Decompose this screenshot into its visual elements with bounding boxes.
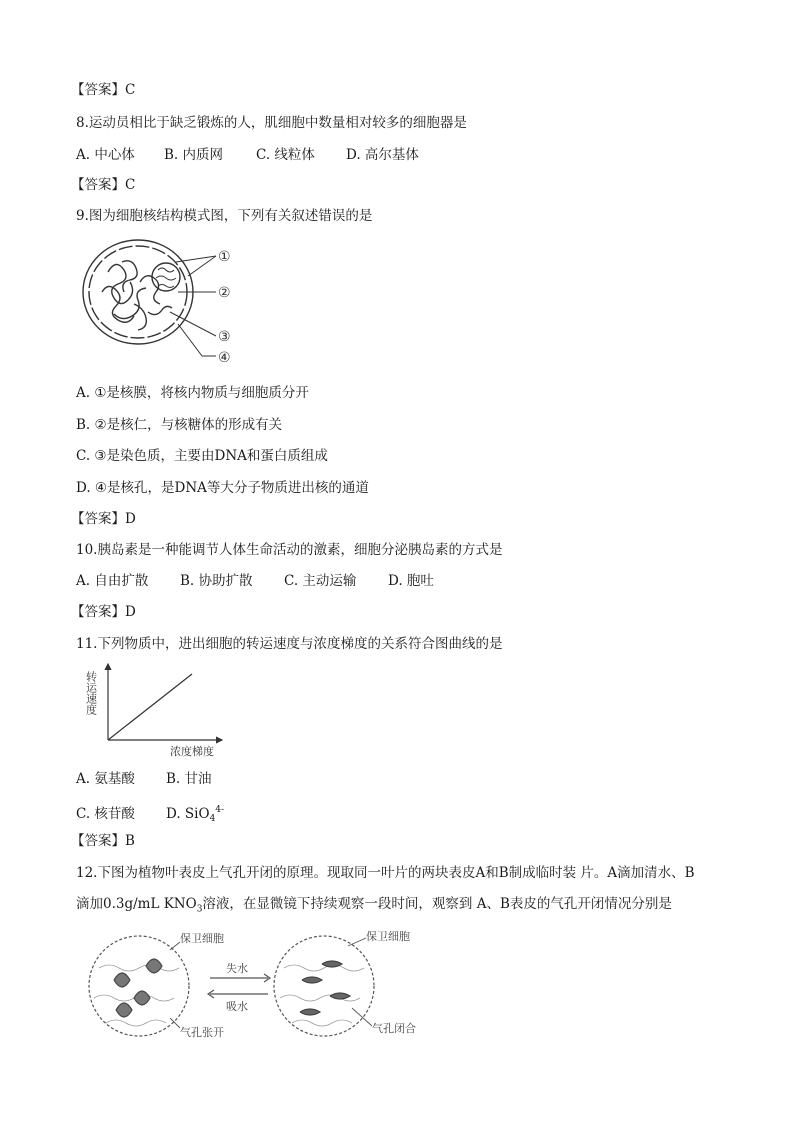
left-label-guard-cell: 保卫细胞: [180, 932, 224, 945]
answer-label: 【答案】: [71, 177, 125, 193]
stoma-open-figure: [89, 936, 189, 1036]
figure-label-4: ④: [218, 350, 231, 366]
q8-option-c: C. 线粒体: [256, 147, 315, 163]
stoma-closed-figure: [274, 936, 374, 1036]
answer-value: C: [125, 177, 136, 193]
left-label-open: 气孔张开: [180, 1026, 224, 1039]
q10-option-d: D. 胞吐: [388, 573, 434, 589]
answer-value: D: [125, 604, 136, 620]
right-label-closed: 气孔闭合: [372, 1022, 416, 1035]
q7-answer: [71, 80, 135, 100]
chromatin: [102, 261, 172, 330]
q9-stem: 9.图为细胞核结构模式图，下列有关叙述错误的是: [76, 208, 373, 224]
figure-label-1: ①: [218, 249, 231, 265]
q12-stem-line1: 12.下图为植物叶表皮上气孔开闭的原理。现取同一叶片的两块表皮A和B制成临时装 片。A滴加清水、B: [76, 865, 695, 881]
arrow-label-lose-water: 失水: [226, 962, 248, 975]
figure-label-2: ②: [218, 285, 231, 301]
q9-option-c: C. ③是染色质，主要由DNA和蛋白质组成: [76, 448, 328, 464]
q11-option-a: A. 氨基酸: [76, 771, 135, 787]
q10-option-c: C. 主动运输: [284, 573, 357, 589]
answer-label: 【答案】: [71, 511, 125, 527]
x-axis-label: 浓度梯度: [170, 745, 214, 758]
series-line: [108, 674, 192, 740]
answer-value: D: [125, 511, 136, 527]
q9-option-b: B. ②是核仁，与核糖体的形成有关: [76, 417, 283, 433]
stomata-diagram: [84, 928, 424, 1048]
nucleolus: [152, 263, 180, 291]
q9-option-d: D. ④是核孔，是DNA等大分子物质进出核的通道: [76, 480, 369, 496]
q10-stem: 10.胰岛素是一种能调节人体生命活动的激素，细胞分泌胰岛素的方式是: [76, 542, 503, 558]
q8-stem: 8.运动员相比于缺乏锻炼的人，肌细胞中数量相对较多的细胞器是: [76, 115, 467, 131]
q11-option-d-sub: 4: [209, 814, 216, 825]
y-axis-label: 转运速度: [84, 671, 98, 715]
q8-option-b: B. 内质网: [164, 147, 224, 163]
q8-option-d: D. 高尔基体: [346, 147, 419, 163]
q10-options: [76, 571, 434, 591]
q12-stem-sub: 3: [196, 904, 203, 915]
q10-option-a: A. 自由扩散: [76, 573, 149, 589]
q11-option-d-text: D. SiO: [166, 805, 210, 822]
arrow-label-absorb-water: 吸水: [226, 1000, 248, 1013]
q9-option-a: A. ①是核膜，将核内物质与细胞质分开: [76, 385, 309, 401]
answer-label: 【答案】: [71, 604, 125, 620]
answer-label: 【答案】: [71, 833, 125, 849]
q12-stem-part-a: 滴加0.3g/mL KNO: [76, 896, 197, 912]
q11-option-b: B. 甘油: [166, 771, 212, 787]
q9-answer: [71, 509, 136, 529]
q12-stem-line2: [76, 894, 672, 920]
q11-option-c: C. 核苷酸: [76, 805, 135, 822]
q8-answer: [71, 175, 135, 195]
q11-option-d: [166, 800, 224, 829]
answer-label: 【答案】: [71, 82, 125, 98]
q11-options-row2: [76, 800, 224, 829]
q11-option-d-sup: 4-: [215, 805, 225, 815]
q10-answer: [71, 602, 136, 622]
q8-option-a: A. 中心体: [76, 147, 135, 163]
answer-value: C: [125, 82, 136, 98]
q10-option-b: B. 协助扩散: [180, 573, 253, 589]
right-label-guard-cell: 保卫细胞: [366, 930, 410, 943]
q11-answer: [71, 831, 135, 851]
nucleus-diagram: [78, 232, 248, 372]
q11-stem: 11.下列物质中，进出细胞的转运速度与浓度梯度的关系符合图曲线的是: [76, 636, 503, 652]
q11-options-row1: [76, 769, 212, 789]
q12-stem-part-b: 溶液，在显微镜下持续观察一段时间，观察到 A、B表皮的气孔开闭情况分别是: [202, 896, 672, 912]
q8-options: [76, 145, 419, 165]
transport-chart: [84, 660, 234, 760]
figure-label-3: ③: [218, 329, 231, 345]
answer-value: B: [125, 833, 135, 849]
